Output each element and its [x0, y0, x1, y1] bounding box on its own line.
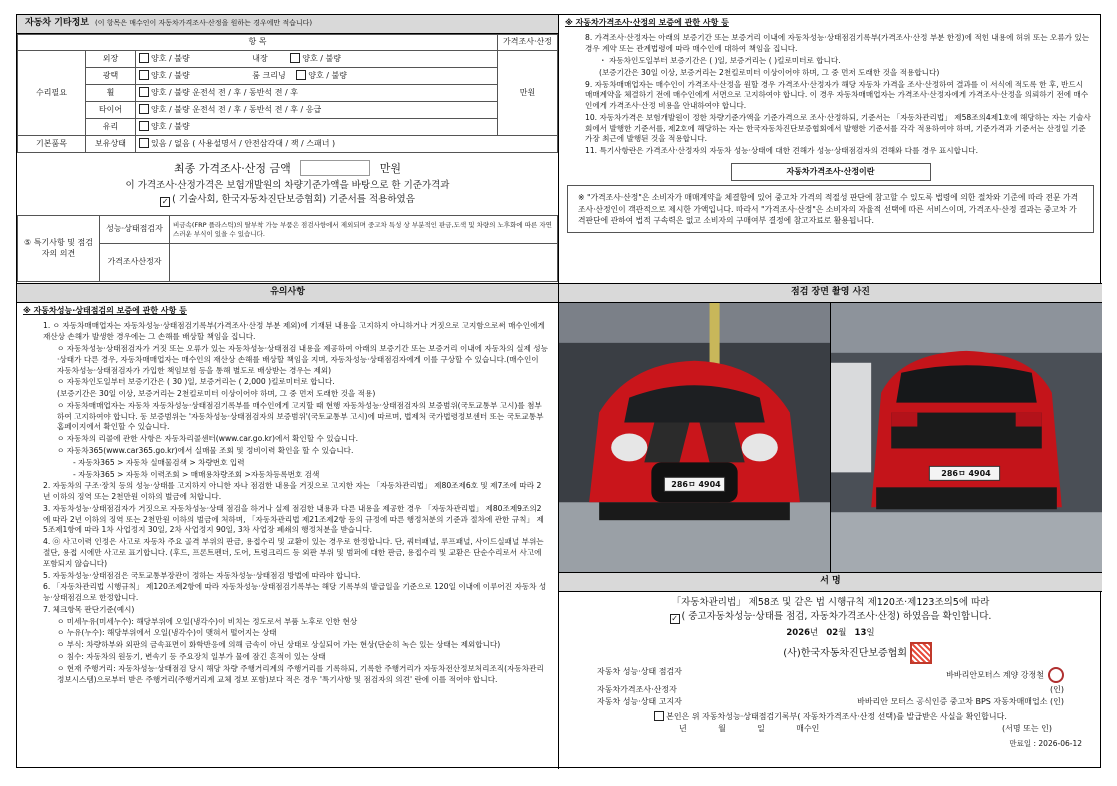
- notes-line: ㅇ 자동차365(www.car365.go.kr)에서 실매물 조회 및 정비이력 확인을 할 수 있습니다.: [57, 445, 354, 455]
- sign-row-value: 바바리안모터스 계양 강정철: [946, 670, 1044, 680]
- sign-row-value: 바바리안 모터스 공식인증 중고차 BPS 자동차매매업소 (인): [857, 697, 1064, 707]
- basis-text: [17, 179, 558, 207]
- front-car-image: [559, 303, 830, 572]
- notes-line: 2. 자동차의 구조·장치 등의 성능·상태를 고지하지 아니한 자나 점검한 내용을 거짓으로 고지한 자는 「자동차관리법」 제80조제6호 및 제7조에 따라 2년 이하의 징역 또는 2천만원 이하의 벌금에 처합니다.: [43, 481, 542, 502]
- notes-line: ㅇ 미세누유(미세누수): 해당부위에 오일(냉각수)이 비치는 정도로서 부품 노후로 인한 현상: [57, 616, 358, 626]
- checkbox[interactable]: [139, 53, 149, 63]
- warranty-item: 9. 자동차매매업자는 매수인이 가격조사·산정을 원할 경우 가격조사·산정자가 해당 자동차 가격을 조사·산정하여 결과를 이 서식에 적도록 한 후, 반드시 매매계약을 체결하기 전에 매수인에게 서면으로 고지하여야 합니다. 이 경우 자동차매매업자는 가격조사·산정자에게 가격조사·산정을 의뢰하기 전에 매수인에게 가격조사·산정 비용을 안내하여야 합니다.: [585, 79, 1089, 111]
- notes-line: 5. 자동차성능·상태점검은 국토교통부장관이 정하는 자동차성능·상태점검 방법에 따라야 합니다.: [43, 570, 361, 580]
- basic-row: [136, 136, 558, 153]
- buyer-row: [569, 722, 1092, 734]
- notes-line: ㅇ 자동차인도일부터 보증기간은 ( 30 )일, 보증거리는 ( 2,000 )킬로미터로 합니다.: [57, 377, 335, 387]
- notes-line: ㅇ 현재 주행거리: 자동차성능·상태점검 당시 해당 차량 주행거리계의 주행거리를 기록하되, 기록한 주행거리가 자동차전산정보처리조직(자동차관리정보시스템)으로부터 받은 주행거리(주행거리계 교체 정보 포함)보다 적은 경우 '특기사항 및 점검자의 의견' 란에 이를 적어야 합니다.: [57, 663, 544, 684]
- final-price-label: 최종 가격조사·산정 금액: [173, 162, 291, 175]
- confirm-row: [569, 711, 1092, 723]
- checkbox[interactable]: [654, 711, 664, 721]
- notes-line: (보증기간은 30일 이상, 보증거리는 2천킬로미터 이상이어야 하며, 그 중 먼저 도래한 것을 적용): [57, 389, 376, 399]
- photo-row: [559, 303, 1102, 573]
- sign-line-2-row: [569, 610, 1092, 624]
- notes-line: 6. 「자동차관리법 시행규칙」 제120조제2항에 따라 자동차성능·상태점검기록부는 해당 기록부의 발급일을 기준으로 120일 이내에 이루어진 자동차 성능·상태점검으로 한정합니다.: [43, 582, 547, 603]
- etc-info-table: [17, 34, 558, 153]
- notes-line: 1. ㅇ 자동차매매업자는 자동차성능·상태점검기록부(가격조사·산정 부분 제외)에 기재된 내용을 고지하지 아니하거나 거짓으로 고지함으로써 매수인에게 재산상 손해가 발생한 경우에는 그 손해를 배상할 책임을 집니다.: [43, 321, 545, 342]
- warranty-item: 11. 특기사항란은 가격조사·산정자의 자동차 성능·상태에 대한 견해가 성능·상태점검자의 견해와 다를 경우 표시합니다.: [585, 146, 979, 156]
- repair-item-name-b: 룸 크리닝: [252, 71, 286, 81]
- association-row: [569, 642, 1092, 664]
- sign-date-day-unit: 일: [866, 627, 875, 638]
- col-price-header: 가격조사·산정: [498, 35, 558, 51]
- sign-date-month: 02: [826, 627, 839, 638]
- buyer-sign: (서명 또는 인): [1002, 724, 1052, 734]
- repair-item-opts: 양호 / 불량: [151, 54, 190, 64]
- repair-item-row: [136, 51, 498, 68]
- repair-item-name-b: 내장: [252, 54, 268, 64]
- warranty-item: 10. 자동차가격은 보험개발원이 정한 차량기준가액을 기준가격으로 조사·산정하되, 기준서는 「자동차관리법」 제58조의4제1호에 해당하는 자는 기술사회에서 발행한 기준서를, 제2호에 해당하는 자는 한국자동차진단보증협회에서 발행한 기준서를 각각 적용하여야 하며, 기준가격과 기준서는 산정일 기준 가장 최근에 발행된 것을 적용합니다.: [585, 112, 1091, 144]
- sign-line-1: 「자동차관리법」 제58조 및 같은 법 시행규칙 제120조·제123조의5에 따라: [671, 597, 990, 608]
- sign-row-label: 자동차 성능·상태 고지자: [597, 697, 682, 707]
- bottom-year: 년: [679, 724, 687, 734]
- etc-info-title: 자동차 기타정보: [25, 18, 89, 29]
- notes-heading: ※ 자동차성능·상태점검의 보증에 관한 사항 등: [23, 306, 187, 315]
- repair-item-row: [136, 85, 498, 102]
- basic-item: 보유상태: [86, 136, 136, 153]
- price-warranty-list: [559, 31, 1102, 157]
- basic-label: 기본품목: [18, 136, 86, 153]
- rear-plate: 286ㅁ 4904: [941, 469, 991, 478]
- checkbox[interactable]: [139, 70, 149, 80]
- checkbox[interactable]: ✓: [161, 197, 169, 207]
- sign-date-day: 13: [854, 627, 867, 638]
- association-name: (사)한국자동차진단보증협회: [783, 648, 907, 660]
- notes-line: ㅇ 자동차의 리콜에 관한 사항은 자동차리콜센터(www.car.go.kr)에서 확인할 수 있습니다.: [57, 434, 358, 444]
- inspector-seal: [1048, 667, 1064, 683]
- repair-item-name: 유리: [86, 119, 136, 136]
- photos-bar: 점검 장면 촬영 사진: [559, 284, 1102, 303]
- warranty-item: (보증기간은 30일 이상, 보증거리는 2천킬로미터 이상이어야 하며, 그 중 먼저 도래한 것을 적용합니다): [599, 67, 940, 77]
- basis-line-2: ( 기술사회, 한국자동차진단보증협회) 기준서를 적용하였음: [172, 194, 415, 206]
- special-label: ⑤ 특기사항 및 점검자의 의견: [18, 216, 100, 282]
- repair-item-name: 외장: [86, 51, 136, 68]
- price-warranty-heading: ※ 자동차가격조사·산정의 보증에 관한 사항 등: [565, 18, 729, 27]
- signature-block: [559, 596, 1102, 749]
- sign-row-appraiser: [569, 684, 1092, 696]
- warranty-item: ・ 자동차인도일부터 보증기간은 ( )일, 보증거리는 ( )킬로미터로 합니다.: [599, 55, 841, 65]
- confirm-text: 본인은 위 자동차성능·상태점검기록부( 자동차가격조사·산정 선택)를 발급받은 사실을 확인합니다.: [666, 711, 1007, 721]
- rear-photo: [830, 303, 1102, 572]
- repair-item-name: 휠: [86, 85, 136, 102]
- final-price-line: [17, 160, 558, 176]
- final-price-unit: 만원: [379, 162, 401, 175]
- special-notes-table: [17, 215, 558, 282]
- sign-date-month-unit: 월: [838, 627, 847, 638]
- notes-line: 7. 체크항목 판단기준(예시): [43, 604, 135, 614]
- basic-opts: 있음 / 없음 ( 사용설명서 / 안전삼각대 / 잭 / 스패너 ): [151, 139, 336, 149]
- repair-item-opts-b: 양호 / 불량: [308, 71, 347, 81]
- repair-item-row: [136, 119, 498, 136]
- inspector-label: 성능·상태점검자: [100, 216, 170, 244]
- repair-item-opts-b: 양호 / 불량: [302, 54, 341, 64]
- bottom-month: 월: [718, 724, 726, 734]
- checkbox[interactable]: [139, 138, 149, 148]
- checkbox[interactable]: [139, 104, 149, 114]
- sign-row-label: 자동차가격조사·산정자: [597, 685, 677, 695]
- notes-section: [17, 283, 559, 769]
- notes-line: ㅇ 자동차매매업자는 자동차 자동차성능·상태점검기록부를 매수인에게 고지할 때 현행 자동차성능·상태점검자의 보증범위(국토교통부 고시)를 첨부하여 고지하여야 합니다. 동 보증범위는 '자동차성능·상태점검자의 보증범위'(국토교통부 고시)에 따르며, 법제처 국가법령정보센터 또는 국토교통부 홈페이지에서 확인할 수 있습니다.: [57, 400, 544, 432]
- notes-line: 3. 자동차성능·상태점검자가 거짓으로 자동차성능·상태 점검을 하거나 실제 점검한 내용과 다른 내용을 제공한 경우 「자동차관리법」 제80조제9조의2에 따라 2년 이하의 징역 또는 2천만원 이하의 벌금에 처하며, 「자동차관리법 제21조제2항 등의 규정에 따른 행정처분의 기준과 절차에 관한 규칙」 제5조제1항에 따라 1차 사업정지 30일, 2차 사업정지 90일, 3차 사업장 폐쇄의 행정처분을 받습니다.: [43, 503, 544, 535]
- sign-date-year: 2026: [786, 627, 811, 638]
- notes-line: ㅇ 침수: 자동차의 원동기, 변속기 등 주요장치 일부가 물에 잠긴 흔적이 있는 상태: [57, 652, 326, 662]
- notes-bar: 유의사항: [17, 284, 558, 303]
- sign-line-2: ( 중고자동차성능·상태를 점검, 자동차가격조사·산정) 하였음을 확인합니다.: [681, 610, 992, 622]
- final-price-field[interactable]: [300, 160, 370, 176]
- notes-line: ㅇ 부식: 차량하부와 외판의 금속표면이 화학반응에 의해 금속이 아닌 상태로 상실되어 가는 현상(단순히 녹슨 있는 상태는 제외합니다): [57, 640, 501, 650]
- warranty-item: 8. 가격조사·산정자는 아래의 보증기간 또는 보증거리 이내에 자동차성능·상태점검기록부(가격조사·산정 부분 한정)에 적힌 내용에 허위 또는 오류가 있는 경우 계약 또는 관계법령에 따라 매수인에 대하여 책임을 집니다.: [585, 33, 1090, 54]
- notes-list: [17, 319, 558, 685]
- inspector-opinion: 비금속(FRP 플라스틱)의 탈부착 가능 부품은 점검사항에서 제외되며 중고차 특성 상 부분적인 판금,도색 및 차량의 노후화에 따른 자연스러운 부식이 있을 수 있습니다.: [170, 216, 558, 244]
- repair-item-opts: 양호 / 불량: [151, 122, 190, 132]
- association-stamp: [910, 642, 932, 664]
- etc-info-section: [17, 15, 559, 283]
- basis-line-1: 이 가격조사·산정가격은 보험개발원의 차량기준가액을 바탕으로 한 기준가격과: [125, 180, 450, 192]
- front-plate: 286ㅁ 4904: [671, 480, 721, 489]
- price-definition-title: 자동차가격조사·산정이란: [731, 163, 931, 181]
- etc-info-subtitle: (이 항목은 매수인이 자동차가격조사·산정을 원하는 경우에만 적습니다): [95, 19, 313, 28]
- repair-item-opts: 양호 / 불량: [151, 71, 190, 81]
- repair-item-row: [136, 102, 498, 119]
- notes-line: ㅇ 자동차성능·상태점검자가 거짓 또는 오류가 있는 자동차성능·상태점검 내용을 제공하여 아래의 보증기간 또는 보증거리 이내에 자동차의 실제 성능·상태가 다른 경우, 자동차매매업자는 매수인의 재산상 손해를 배상할 책임을 지며, 자동차성능·상태점검자에게 이를 구상할 수 있습니다.(매수인이 자동차성능·상태점검자가 가입한 책임보험 등을 통해 별도로 배상받는 경우는 제외): [57, 343, 548, 375]
- notes-line: 4. ㉧ 사고이력 인정은 사고로 자동차 주요 골격 부위의 판금, 용접수리 및 교환이 있는 경우로 한정합니다. 단, 쿼터패널, 루프패널, 사이드실패널 부위는 절단, 용접 시에만 사고로 표기합니다. (후드, 프론트펜더, 도어, 트렁크리드 등 외판 부위 및 범퍼에 대한 판금, 용접수리 및 교환은 단순수리로서 사고에 포함되지 않습니다): [43, 537, 544, 568]
- sign-row-label: 자동차 성능·상태 점검자: [597, 667, 682, 677]
- repair-item-name: 광택: [86, 68, 136, 85]
- col-item-header: 항 목: [18, 35, 498, 51]
- checkbox[interactable]: [290, 53, 300, 63]
- etc-info-bar: [17, 15, 558, 34]
- price-unit: 만원: [498, 51, 558, 136]
- notes-line: ㅇ 누유(누수): 해당부위에서 오일(냉각수)이 맺혀서 떨어지는 상태: [57, 628, 277, 638]
- performance-record-sheet: [16, 14, 1101, 768]
- repair-item-opts: 양호 / 불량 운전석 전 / 후 / 동반석 전 / 후 / 응급: [151, 105, 322, 115]
- checkbox[interactable]: [139, 121, 149, 131]
- rear-car-image: [831, 303, 1102, 572]
- sign-date: [569, 627, 1092, 639]
- repair-item-name: 타이어: [86, 102, 136, 119]
- front-photo: [559, 303, 830, 572]
- notes-line: - 자동차365 > 자동차 이력조회 > 매매용차량조회 >자동차등록번호 검색: [73, 469, 320, 479]
- sign-row-value: (인): [1050, 685, 1064, 695]
- appraiser-label: 가격조사산정자: [100, 244, 170, 282]
- repair-item-opts: 양호 / 불량 운전석 전 / 후 / 동반석 전 / 후: [151, 88, 298, 98]
- appraiser-opinion[interactable]: [170, 244, 558, 282]
- checkbox[interactable]: [296, 70, 306, 80]
- buyer-label: 매수인: [796, 724, 820, 734]
- price-definition-text: ※ "가격조사·산정"은 소비자가 매매계약을 체결함에 있어 중고차 가격의 적절성 판단에 참고할 수 있도록 법령에 의한 절차와 기준에 따라 전문 가격조사·산정인이 객관적으로 제시한 가액입니다. 따라서 "가격조사·산정"은 소비자의 자율적 선택에 따른 서비스이며, 가격조사·산정 결과는 중고차 가격판단에 관하여 법적 구속력은 없고 소비자의 구매여부 결정에 참고자료로 활용됩니다.: [567, 185, 1094, 233]
- bottom-day: 일: [757, 724, 765, 734]
- repair-item-row: [136, 68, 498, 85]
- expiry-date: 만료일 : 2026-06-12: [1009, 738, 1082, 748]
- sign-date-year-unit: 년: [810, 627, 819, 638]
- sign-row-notifier: [569, 696, 1092, 708]
- photo-signature-section: [559, 283, 1102, 769]
- repair-label: 수리필요: [18, 51, 86, 136]
- checkbox[interactable]: ✓: [671, 613, 678, 623]
- signature-bar: 서 명: [559, 573, 1102, 592]
- price-warranty-section: [559, 15, 1102, 283]
- notes-line: - 자동차365 > 자동차 실매물검색 > 차량번호 입력: [73, 457, 245, 467]
- basis-line-2-row: [17, 193, 558, 207]
- checkbox[interactable]: [139, 87, 149, 97]
- sign-row-inspector: [569, 666, 1092, 684]
- buyer-field[interactable]: [851, 724, 971, 734]
